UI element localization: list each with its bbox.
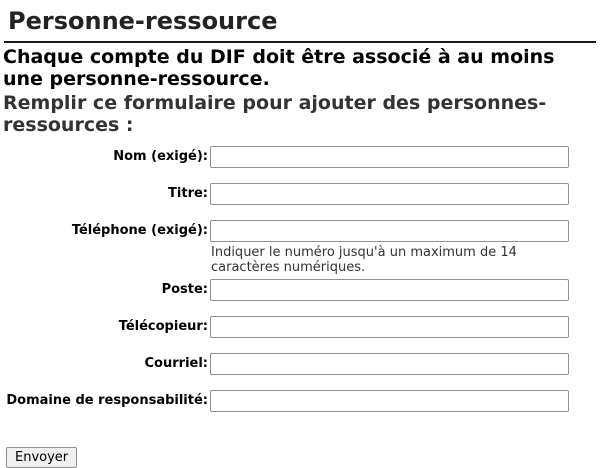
- form-row-poste: [3, 279, 597, 301]
- contact-form: [3, 146, 597, 468]
- telephone-help-text: Indiquer le numéro jusqu'à un maximum de 14 caractères numériques.: [211, 245, 517, 275]
- form-row-titre: [3, 183, 597, 205]
- form-row-courriel: [3, 353, 597, 375]
- instruction-text: Remplir ce formulaire pour ajouter des personnes-ressources :: [3, 92, 547, 136]
- telecopieur-input[interactable]: [210, 316, 569, 338]
- courriel-field-cell: [210, 353, 569, 375]
- domaine-field-label: Domaine de responsabilité:: [6, 393, 208, 408]
- courriel-field-label: Courriel:: [144, 356, 208, 371]
- telecopieur-field-label: Télécopieur:: [118, 319, 208, 334]
- form-row-telephone: [3, 220, 597, 275]
- form-row-domaine: [3, 390, 597, 412]
- titre-input[interactable]: [210, 183, 569, 205]
- domaine-field-cell: [210, 390, 569, 412]
- courriel-input[interactable]: [210, 353, 569, 375]
- form-row-nom: [3, 146, 597, 168]
- nom-field-label: Nom (exigé):: [113, 149, 208, 164]
- requirement-text: Chaque compte du DIF doit être associé à au moins une personne-ressource.: [3, 46, 555, 90]
- telephone-field-cell: [210, 220, 569, 275]
- poste-field-cell: [210, 279, 569, 301]
- poste-input[interactable]: [210, 279, 569, 301]
- form-row-telecopieur: [3, 316, 597, 338]
- title-divider: [4, 41, 596, 43]
- submit-button[interactable]: Envoyer: [6, 447, 77, 468]
- poste-field-label: Poste:: [161, 282, 208, 297]
- titre-field-label: Titre:: [168, 186, 208, 201]
- titre-field-cell: [210, 183, 569, 205]
- nom-field-cell: [210, 146, 569, 168]
- domaine-input[interactable]: [210, 390, 569, 412]
- page-title: Personne-ressource: [8, 7, 278, 35]
- nom-input[interactable]: [210, 146, 569, 168]
- telephone-input[interactable]: [210, 220, 569, 242]
- telephone-field-label: Téléphone (exigé):: [71, 223, 208, 238]
- telecopieur-field-cell: [210, 316, 569, 338]
